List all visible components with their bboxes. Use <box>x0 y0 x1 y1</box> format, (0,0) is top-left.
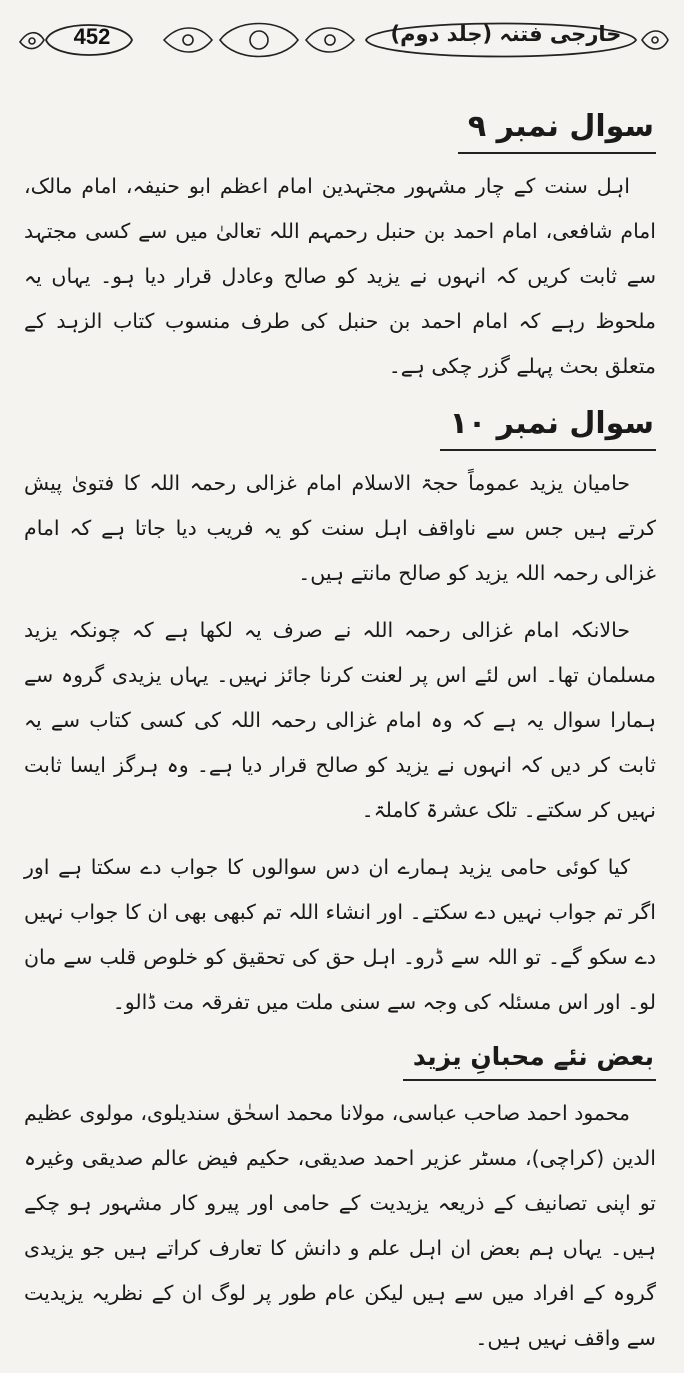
section-heading-question-9: سوال نمبر ۹ <box>24 104 656 154</box>
paragraph: اہل سنت کے چار مشہور مجتہدین امام اعظم ابو حنیفہ، امام مالک، امام شافعی، امام احمد بن حنبل رحمہم اللہ تعالیٰ میں سے کسی مجتہد سے ثابت کریں کہ انہوں نے یزید کو صالح وعادل قرار دیا ہو۔ یہاں یہ ملحوظ رہے کہ امام احمد بن حنبل کی طرف منسوب کتاب الزہد کے متعلق بحث پہلے گزر چکی ہے۔ <box>24 174 656 378</box>
page-header <box>14 10 674 70</box>
paragraph: حالانکہ امام غزالی رحمہ اللہ نے صرف یہ لکھا ہے کہ چونکہ یزید مسلمان تھا۔ اس لئے اس پر لعنت کرنا جائز نہیں۔ یہاں یزیدی گروہ سے ہمارا سوال یہ ہے کہ وہ امام غزالی رحمہ اللہ کی کسی کتاب سے یہ ثابت کر دیں کہ انہوں نے یزید کو صالح قرار دیا ہے۔ وہ ہرگز ایسا ثابت نہیں کر سکتے۔ تلک عشرۃ کاملۃ۔ <box>24 618 656 822</box>
page-number: 452 <box>73 24 111 49</box>
paragraph: حامیان یزید عموماً حجۃ الاسلام امام غزالی رحمہ اللہ کا فتویٰ پیش کرتے ہیں جس سے ناواقف اہل سنت کو یہ فریب دیا جاتا ہے کہ امام غزالی رحمہ اللہ یزید کو صالح مانتے ہیں۔ <box>24 471 656 585</box>
paragraph: محمود احمد صاحب عباسی، مولانا محمد اسحٰق سندیلوی، مولوی عظیم الدین (کراچی)، مسٹر عزیر احمد صدیقی، حکیم فیض عالم صدیقی وغیرہ تو اپنی تصانیف کے ذریعہ یزیدیت کے حامی اور پیرو کار مشہور ہو چکے ہیں۔ یہاں ہم بعض ان اہل علم و دانش کا تعارف کراتے ہیں جو یزیدی گروہ کے افراد میں سے ہیں لیکن عام طور پر لوگ ان کے نظریہ یزیدیت سے واقف نہیں ہیں۔ <box>24 1101 656 1350</box>
page-content <box>24 104 656 1373</box>
section-heading-new-supporters: بعض نئے محبانِ یزید <box>24 1037 656 1081</box>
paragraph: کیا کوئی حامی یزید ہمارے ان دس سوالوں کا جواب دے سکتا ہے اور اگر تم جواب نہیں دے سکتے۔ اور انشاء اللہ تم کبھی بھی ان کا جواب نہیں دے سکو گے۔ تو اللہ سے ڈرو۔ اہل حق کی تحقیق کو خلوص قلب سے مان لو۔ اور اس مسئلہ کی وجہ سے سنی ملت میں تفرقہ مت ڈالو۔ <box>24 855 656 1014</box>
section-heading-question-10: سوال نمبر ۱۰ <box>24 401 656 451</box>
fleuron-ornament-icon <box>642 31 668 49</box>
center-ornament-icon <box>164 24 354 57</box>
running-title: خارجی فتنہ (جلد دوم) <box>390 22 622 46</box>
fleuron-ornament-icon <box>20 33 44 49</box>
